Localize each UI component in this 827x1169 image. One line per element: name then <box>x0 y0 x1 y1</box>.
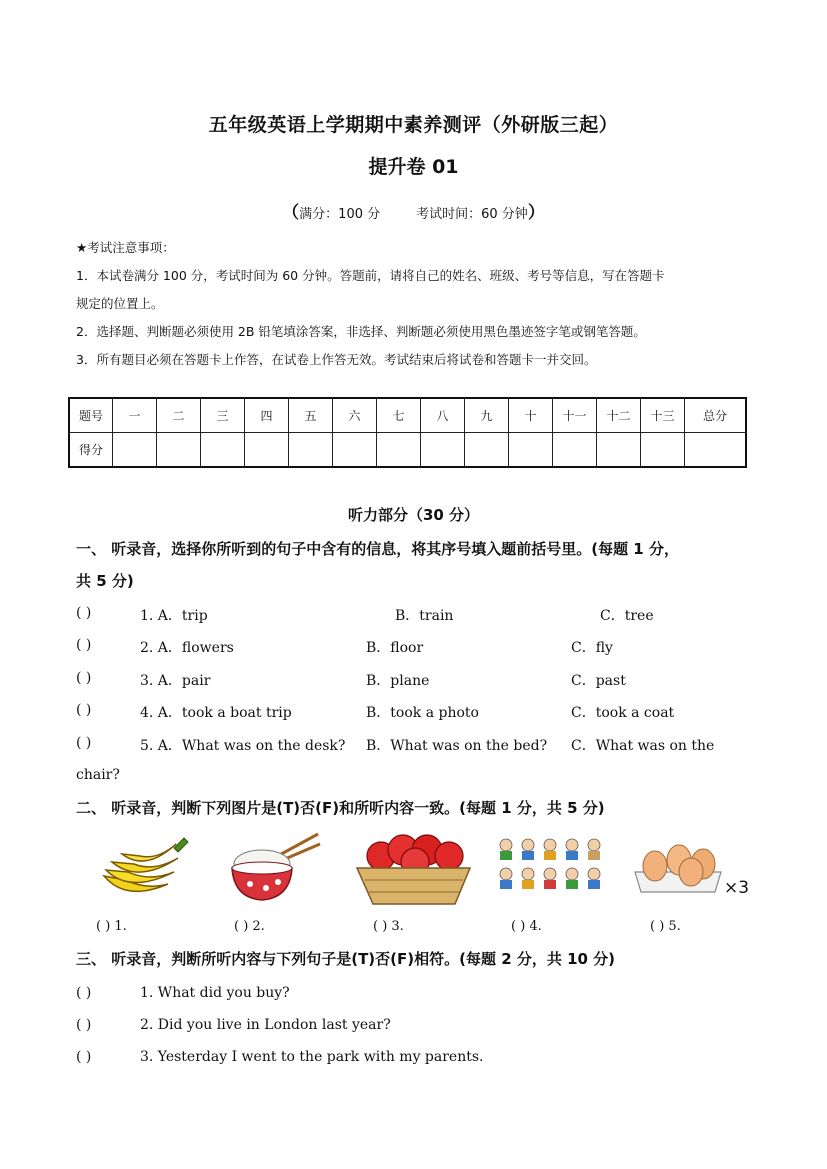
sentence-text: 2. Did you live in London last year? <box>140 1017 391 1033</box>
page-subtitle: 提升卷 01 <box>368 156 459 178</box>
score-col: 九 <box>465 398 509 433</box>
exam-time: 考试时间：60 分钟 <box>416 207 528 222</box>
sentence-text: 1. What did you buy? <box>140 985 290 1001</box>
listening-section-title: 听力部分（30 分） <box>347 506 480 524</box>
exam-meta <box>0 198 827 223</box>
notice-item: 1．本试卷满分 100 分，考试时间为 60 分钟。答题前，请将自己的姓名、班级、考号等信息，写在答题卡 <box>76 268 665 283</box>
picture-answer-3[interactable]: ( ) 3. <box>373 919 404 934</box>
part1-heading: 一、 听录音，选择你所听到的句子中含有的信息，将其序号填入题前括号里。(每题 1 分， <box>76 540 679 558</box>
page-title: 五年级英语上学期期中素养测评（外研版三起） <box>208 114 619 136</box>
score-cell <box>157 433 201 468</box>
option-b: B．train <box>395 608 454 624</box>
option-a: 1. A．trip <box>140 608 208 624</box>
score-cell <box>597 433 641 468</box>
score-cell <box>641 433 685 468</box>
score-cell <box>465 433 509 468</box>
part2-heading: 二、 听录音，判断下列图片是(T)否(F)和所听内容一致。(每题 1 分，共 5 分) <box>76 799 605 817</box>
score-table <box>68 397 747 468</box>
score-col: 十二 <box>597 398 641 433</box>
option-c: C．What was on the <box>571 738 715 754</box>
score-col: 七 <box>377 398 421 433</box>
score-cell <box>113 433 157 468</box>
score-col: 三 <box>201 398 245 433</box>
option-wrap: chair? <box>76 767 120 783</box>
score-cell <box>377 433 421 468</box>
meta-paren-open: （ <box>282 203 300 223</box>
notice-item: 2．选择题、判断题必须使用 2B 铅笔填涂答案，非选择、判断题必须使用黑色墨迹签字笔或钢笔答题。 <box>76 324 646 339</box>
score-col: 一 <box>113 398 157 433</box>
score-col: 八 <box>421 398 465 433</box>
children-group-picture <box>496 836 604 896</box>
score-total-label: 总分 <box>685 398 747 433</box>
option-c: C．past <box>571 673 626 689</box>
option-b: B．plane <box>366 673 430 689</box>
score-col: 二 <box>157 398 201 433</box>
picture-row <box>76 828 756 908</box>
answer-paren[interactable]: ( ) <box>76 702 92 718</box>
answer-paren[interactable]: ( ) <box>76 605 92 621</box>
score-cell <box>685 433 747 468</box>
option-b: B．What was on the bed? <box>366 738 548 754</box>
notice-item: 规定的位置上。 <box>76 296 164 311</box>
option-a: 3. A．pair <box>140 673 211 689</box>
picture-answer-1[interactable]: ( ) 1. <box>96 919 127 934</box>
score-table-header-row <box>69 398 746 433</box>
score-col: 六 <box>333 398 377 433</box>
eggs-picture <box>631 842 727 898</box>
option-a: 5. A．What was on the desk? <box>140 738 346 754</box>
times-three-label: ×3 <box>724 878 750 898</box>
sentence-text: 3. Yesterday I went to the park with my parents. <box>140 1049 484 1065</box>
answer-paren[interactable]: ( ) <box>76 735 92 751</box>
score-cell <box>333 433 377 468</box>
answer-paren[interactable]: ( ) <box>76 1017 92 1033</box>
score-col: 十 <box>509 398 553 433</box>
score-cell <box>553 433 597 468</box>
rice-bowl-picture <box>226 828 326 906</box>
option-a: 2. A．flowers <box>140 640 234 656</box>
notice-heading: ★考试注意事项： <box>76 240 175 255</box>
answer-paren[interactable]: ( ) <box>76 670 92 686</box>
answer-paren[interactable]: ( ) <box>76 985 92 1001</box>
score-cell <box>509 433 553 468</box>
answer-paren[interactable]: ( ) <box>76 637 92 653</box>
score-row-label: 得分 <box>69 433 113 468</box>
score-table-score-row <box>69 433 746 468</box>
option-b: B．took a photo <box>366 705 479 721</box>
score-col: 十三 <box>641 398 685 433</box>
option-c: C．took a coat <box>571 705 675 721</box>
apple-basket-picture <box>351 828 476 908</box>
full-score: 满分：100 分 <box>299 207 381 222</box>
score-cell <box>245 433 289 468</box>
score-col: 十一 <box>553 398 597 433</box>
option-b: B．floor <box>366 640 424 656</box>
option-c: C．tree <box>600 608 654 624</box>
score-cell <box>289 433 333 468</box>
meta-paren-close: ） <box>527 203 545 223</box>
part3-heading: 三、 听录音，判断所听内容与下列句子是(T)否(F)相符。(每题 2 分，共 10 分) <box>76 950 616 968</box>
picture-answer-5[interactable]: ( ) 5. <box>650 919 681 934</box>
part1-heading-cont: 共 5 分) <box>76 572 134 590</box>
picture-answer-4[interactable]: ( ) 4. <box>511 919 542 934</box>
notice-item: 3．所有题目必须在答题卡上作答，在试卷上作答无效。考试结束后将试卷和答题卡一并交回。 <box>76 352 597 367</box>
score-row-label: 题号 <box>69 398 113 433</box>
picture-answer-2[interactable]: ( ) 2. <box>234 919 265 934</box>
answer-paren[interactable]: ( ) <box>76 1049 92 1065</box>
score-col: 五 <box>289 398 333 433</box>
score-col: 四 <box>245 398 289 433</box>
option-c: C．fly <box>571 640 613 656</box>
score-cell <box>421 433 465 468</box>
score-cell <box>201 433 245 468</box>
banana-picture <box>96 832 196 902</box>
option-a: 4. A．took a boat trip <box>140 705 292 721</box>
